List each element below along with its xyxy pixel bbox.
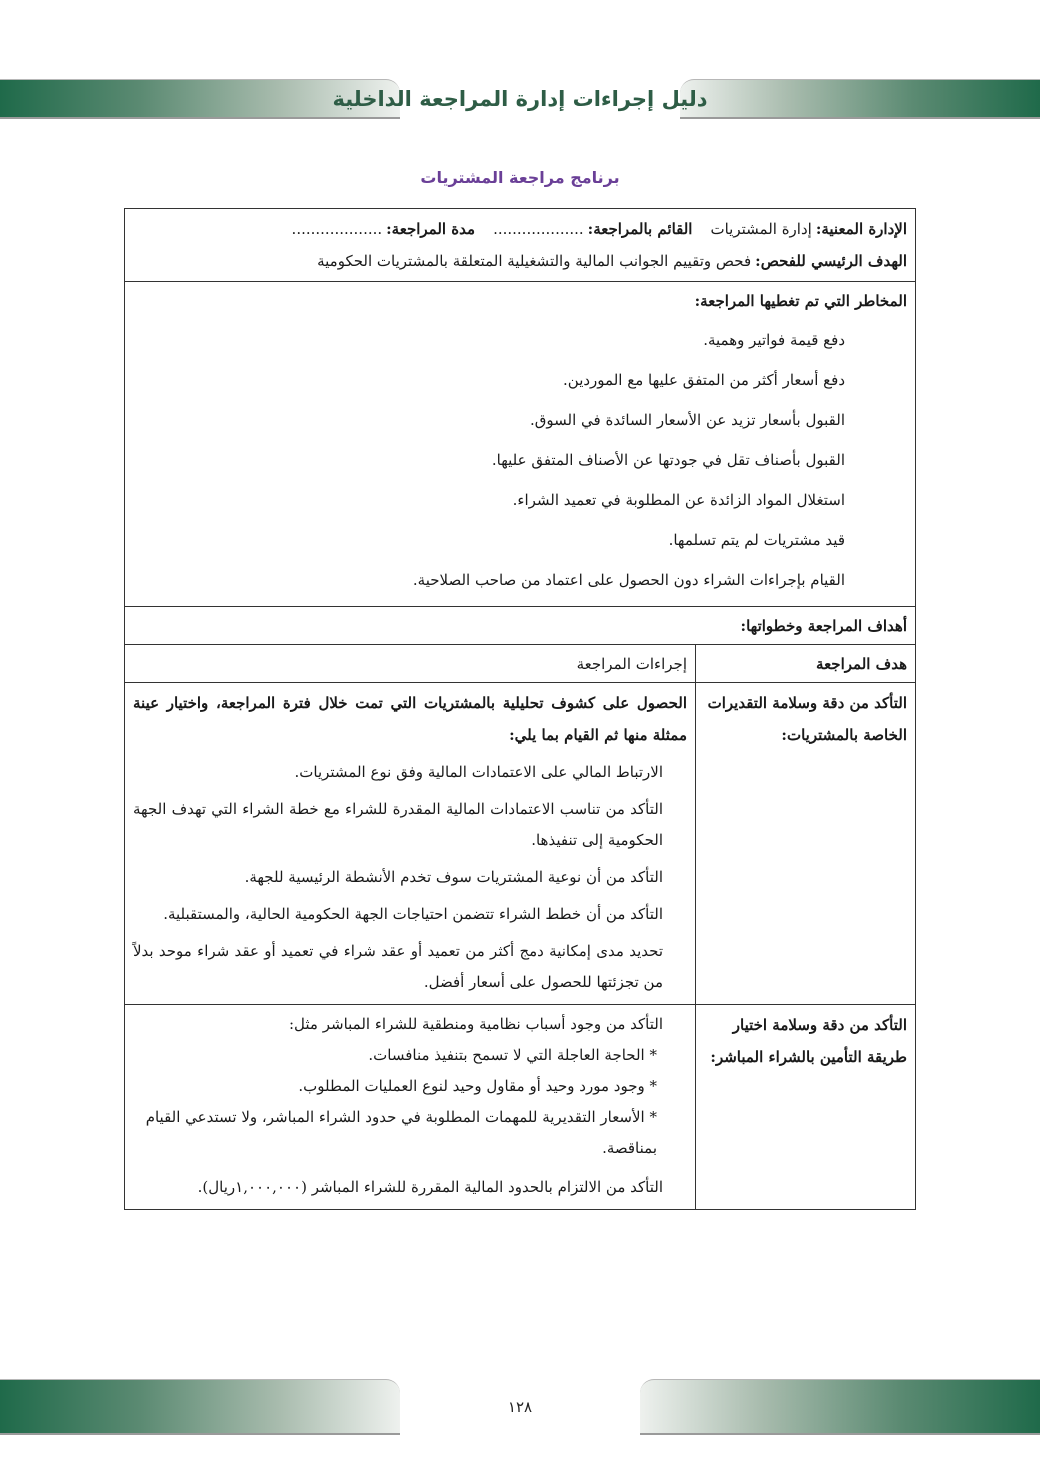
risk-item: دفع قيمة فواتير وهمية. xyxy=(703,331,845,349)
procedure-bullet: * وجود مورد وحيد أو مقاول وحيد لنوع العمليات المطلوب. xyxy=(298,1077,657,1095)
audit-program-table xyxy=(124,208,916,1210)
info-section xyxy=(125,209,915,282)
objective-row xyxy=(125,1005,915,1209)
auditor-label: القائم بالمراجعة: xyxy=(587,220,693,238)
risk-item: قيد مشتريات لم يتم تسلمها. xyxy=(668,531,845,549)
objective-goal: التأكد من دقة وسلامة اختيار طريقة التأمين بالشراء المباشر: xyxy=(695,1005,915,1209)
info-line-2 xyxy=(133,245,907,277)
objectives-title: أهداف المراجعة وخطواتها: xyxy=(125,607,915,645)
objective-procedures xyxy=(125,1005,695,1209)
procedure-step: الارتباط المالي على الاعتمادات المالية وفق نوع المشتريات. xyxy=(294,763,663,781)
document-title: برنامج مراجعة المشتريات xyxy=(420,168,620,187)
objective-goal: التأكد من دقة وسلامة التقديرات الخاصة بالمشتريات: xyxy=(695,683,915,1004)
risk-item: القبول بأصناف تقل في جودتها عن الأصناف المتفق عليها. xyxy=(491,451,845,469)
risk-item: القبول بأسعار تزيد عن الأسعار السائدة في السوق. xyxy=(530,411,845,429)
footer-band-center xyxy=(400,1379,640,1435)
info-line-1 xyxy=(133,213,907,245)
period-label: مدة المراجعة: xyxy=(386,220,476,238)
objective-row xyxy=(125,683,915,1005)
footer-band xyxy=(0,1379,1040,1435)
footer-band-left xyxy=(0,1379,400,1435)
procedure-bullet: * الحاجة العاجلة التي لا تسمح بتنفيذ منافسات. xyxy=(368,1046,657,1064)
procedure-final-step: التأكد من الالتزام بالحدود المالية المقررة للشراء المباشر (١,٠٠٠,٠٠٠ريال). xyxy=(197,1178,663,1196)
procedure-lead: الحصول على كشوف تحليلية بالمشتريات التي تمت خلال فترة المراجعة، واختيار عينة ممثلة منها ثم القيام بما يلي: xyxy=(133,694,687,744)
objective-value: فحص وتقييم الجوانب المالية والتشغيلية المتعلقة بالمشتريات الحكومية xyxy=(317,252,752,270)
objective-label: الهدف الرئيسي للفحص: xyxy=(755,252,907,270)
procedure-lead: التأكد من وجود أسباب نظامية ومنطقية للشراء المباشر مثل: xyxy=(288,1015,663,1033)
procedure-step: تحديد مدى إمكانية دمج أكثر من تعميد أو عقد شراء في تعميد أو عقد شراء موحد بدلاً من تجزئتها للحصول على أسعار أفضل. xyxy=(133,942,663,991)
department-label: الإدارة المعنية: xyxy=(815,220,907,238)
department-value: إدارة المشتريات xyxy=(710,220,812,238)
risks-title: المخاطر التي تم تغطيها المراجعة: xyxy=(694,292,907,310)
footer-band-right xyxy=(640,1379,1040,1435)
auditor-value: ................... xyxy=(493,220,584,238)
header-title: دليل إجراءات إدارة المراجعة الداخلية xyxy=(332,87,708,111)
column-header-procedures: إجراءات المراجعة xyxy=(576,655,687,673)
objective-procedures xyxy=(125,683,695,1004)
period-value: ................... xyxy=(291,220,383,238)
risks-section xyxy=(125,282,915,607)
procedure-step: التأكد من أن نوعية المشتريات سوف تخدم الأنشطة الرئيسية للجهة. xyxy=(244,868,663,886)
page-number: ١٢٨ xyxy=(507,1398,533,1416)
risk-item: القيام بإجراءات الشراء دون الحصول على اعتماد من صاحب الصلاحية. xyxy=(412,571,845,589)
objectives-header-row xyxy=(125,645,915,683)
column-header-goal: هدف المراجعة xyxy=(695,645,915,682)
procedure-step: التأكد من أن خطط الشراء تتضمن احتياجات الجهة الحكومية الحالية، والمستقبلية. xyxy=(163,905,663,923)
procedure-bullet: * الأسعار التقديرية للمهمات المطلوبة في حدود الشراء المباشر، ولا تستدعي القيام بمناقصة. xyxy=(145,1108,657,1157)
risk-item: دفع أسعار أكثر من المتفق عليها مع الموردين. xyxy=(563,371,845,389)
procedure-step: التأكد من تناسب الاعتمادات المالية المقدرة للشراء مع خطة الشراء التي تهدف الجهة الحكومية إلى تنفيذها. xyxy=(133,800,663,849)
risk-item: استغلال المواد الزائدة عن المطلوبة في تعميد الشراء. xyxy=(512,491,845,509)
